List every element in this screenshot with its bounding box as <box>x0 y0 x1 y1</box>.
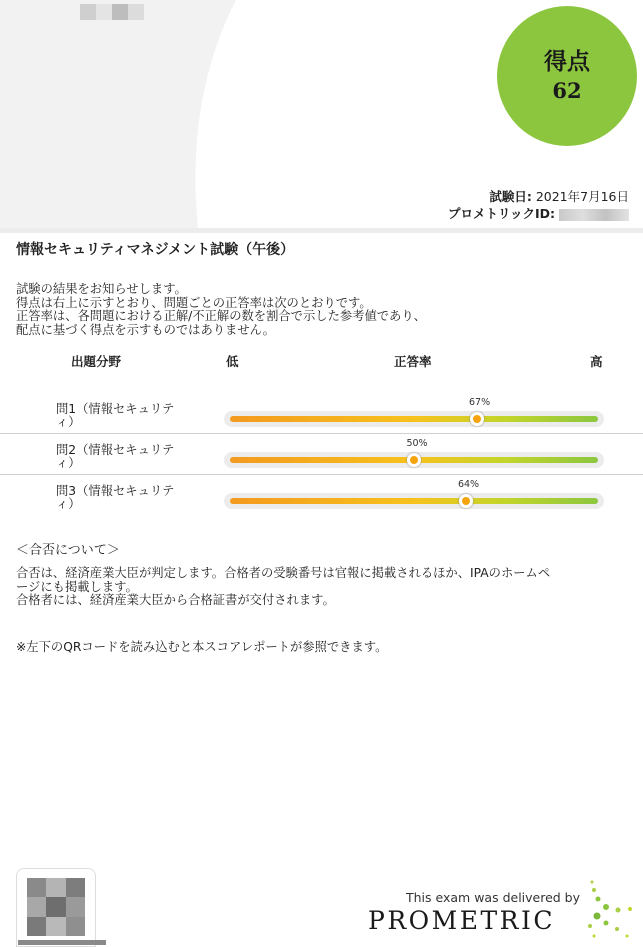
table-row <box>0 434 643 475</box>
col-header-rate: 正答率 <box>394 354 432 369</box>
rate-bar <box>230 416 598 422</box>
delivered-by-text: This exam was delivered by <box>406 890 581 905</box>
pass-heading: ＜合否について＞ <box>16 543 120 558</box>
question-label: 問3（情報セキュリティ） <box>56 484 175 511</box>
exam-date-value: 2021年7月16日 <box>535 189 629 204</box>
prometric-id-label: プロメトリックID: <box>447 206 556 221</box>
col-header-field: 出題分野 <box>71 354 122 369</box>
rate-bar <box>230 498 598 504</box>
col-header-low: 低 <box>226 354 239 369</box>
qr-code-image-redacted <box>27 878 85 936</box>
prometric-logo-icon <box>584 880 642 944</box>
score-value: 62 <box>552 78 582 103</box>
exam-date-label: 試験日: <box>489 189 532 204</box>
prometric-id-redacted <box>559 209 629 221</box>
score-badge <box>497 6 637 146</box>
score-label: 得点 <box>544 48 590 75</box>
rate-marker <box>407 453 421 467</box>
rate-track <box>224 397 604 427</box>
exam-title: 情報セキュリティマネジメント試験（午後） <box>16 242 295 258</box>
rate-percent: 50% <box>406 438 428 449</box>
intro-text: 試験の結果をお知らせします。 得点は右上に示すとおり、問題ごとの正答率は次のとおりです。 正答率は、各問題における正解/不正解の数を割合で示した参考値であり、 配点に基づく得点を示すものではありません。 <box>16 282 426 337</box>
qr-code-card[interactable] <box>16 868 96 947</box>
qr-note: ※左下のQRコードを読み込むと本スコアレポートが参照できます。 <box>16 640 388 654</box>
rate-percent: 67% <box>468 397 491 408</box>
qr-caption-redacted <box>18 940 106 945</box>
report-body <box>0 233 643 945</box>
table-row <box>0 475 643 515</box>
question-label: 問1（情報セキュリティ） <box>56 402 175 429</box>
redacted-name <box>80 4 144 20</box>
rate-track <box>224 438 604 468</box>
exam-meta <box>448 188 629 222</box>
rate-percent: 64% <box>457 479 480 490</box>
rate-marker <box>459 494 473 508</box>
rate-marker <box>470 412 484 426</box>
prometric-logo-text: PROMETRIC <box>368 906 555 935</box>
table-row <box>0 393 643 434</box>
col-header-high: 高 <box>590 354 603 369</box>
question-label: 問2（情報セキュリティ） <box>56 443 175 470</box>
score-table <box>0 393 643 515</box>
pass-body: 合否は、経済産業大臣が判定します。合格者の受験番号は官報に掲載されるほか、IPAのホームペ ージにも掲載します。 合格者には、経済産業大臣から合格証書が交付されます。 <box>16 566 551 607</box>
header-divider <box>0 228 643 233</box>
rate-track <box>224 479 604 509</box>
